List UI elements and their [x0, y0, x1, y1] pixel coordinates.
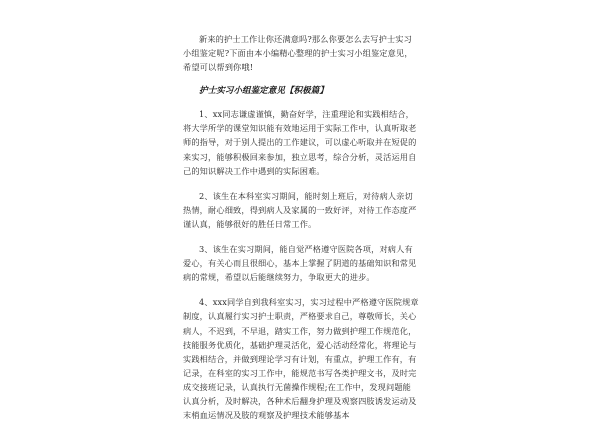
document-body [183, 32, 419, 433]
intro-paragraph: 新来的护士工作让你还满意吗?那么你要怎么去写护士实习小组鉴定呢?下面由本小编精心整理的护士实习小组鉴定意见，希望可以帮到你哦! [183, 34, 413, 73]
list-item: 3、该生在实习期间，能自觉严格遵守医院各项，对病人有爱心，有关心而且很细心，基本上掌握了阴道的基础知识和常见病的常规，希望以后能继续努力，争取更大的进步。 [183, 244, 417, 283]
section-heading: 护士实习小组鉴定意见【积极篇】 [199, 86, 328, 97]
list-item: 1、xx同志谦虚谨慎，勤奋好学，注重理论和实践相结合，将大学所学的课堂知识能有效地运用于实际工作中，认真听取老师的指导，对于别人提出的工作建议，可以虚心听取并在短促的来实习，能够积极回来参加，独立思考，综合分析，灵活运用自己的知识解决工作中遇到的实际困难。 [183, 109, 417, 176]
list-item: 2、该生在本科室实习期间，能时刻上班后，对待病人亲切热情，耐心细致，得到病人及家属的一致好评，对待工作态度严谨认真，能够很好的胜任日常工作。 [183, 190, 417, 229]
list-item: 4、xxx同学自到我科室实习，实习过程中严格遵守医院规章制度，认真履行实习护士职责，严格要求自己，尊敬师长，关心病人，不迟到，不早退，踏实工作，努力做到护理工作规范化，技能服务优质化，基础护理灵活化，爱心活动经常化，将理论与实践相结合，并做到理论学习有计划，有重点，护理工作有，有记录，在科室的实习工作中，能规范书写各类护理文书，及时完成交接班记录，认真执行无菌操作规程;在工作中，发现问题能认真分析，及时解决，各种术后翻身护理及观察四肢诱发运动及末梢血运情况及肢的观察及护理技术能够基本 [183, 297, 419, 421]
